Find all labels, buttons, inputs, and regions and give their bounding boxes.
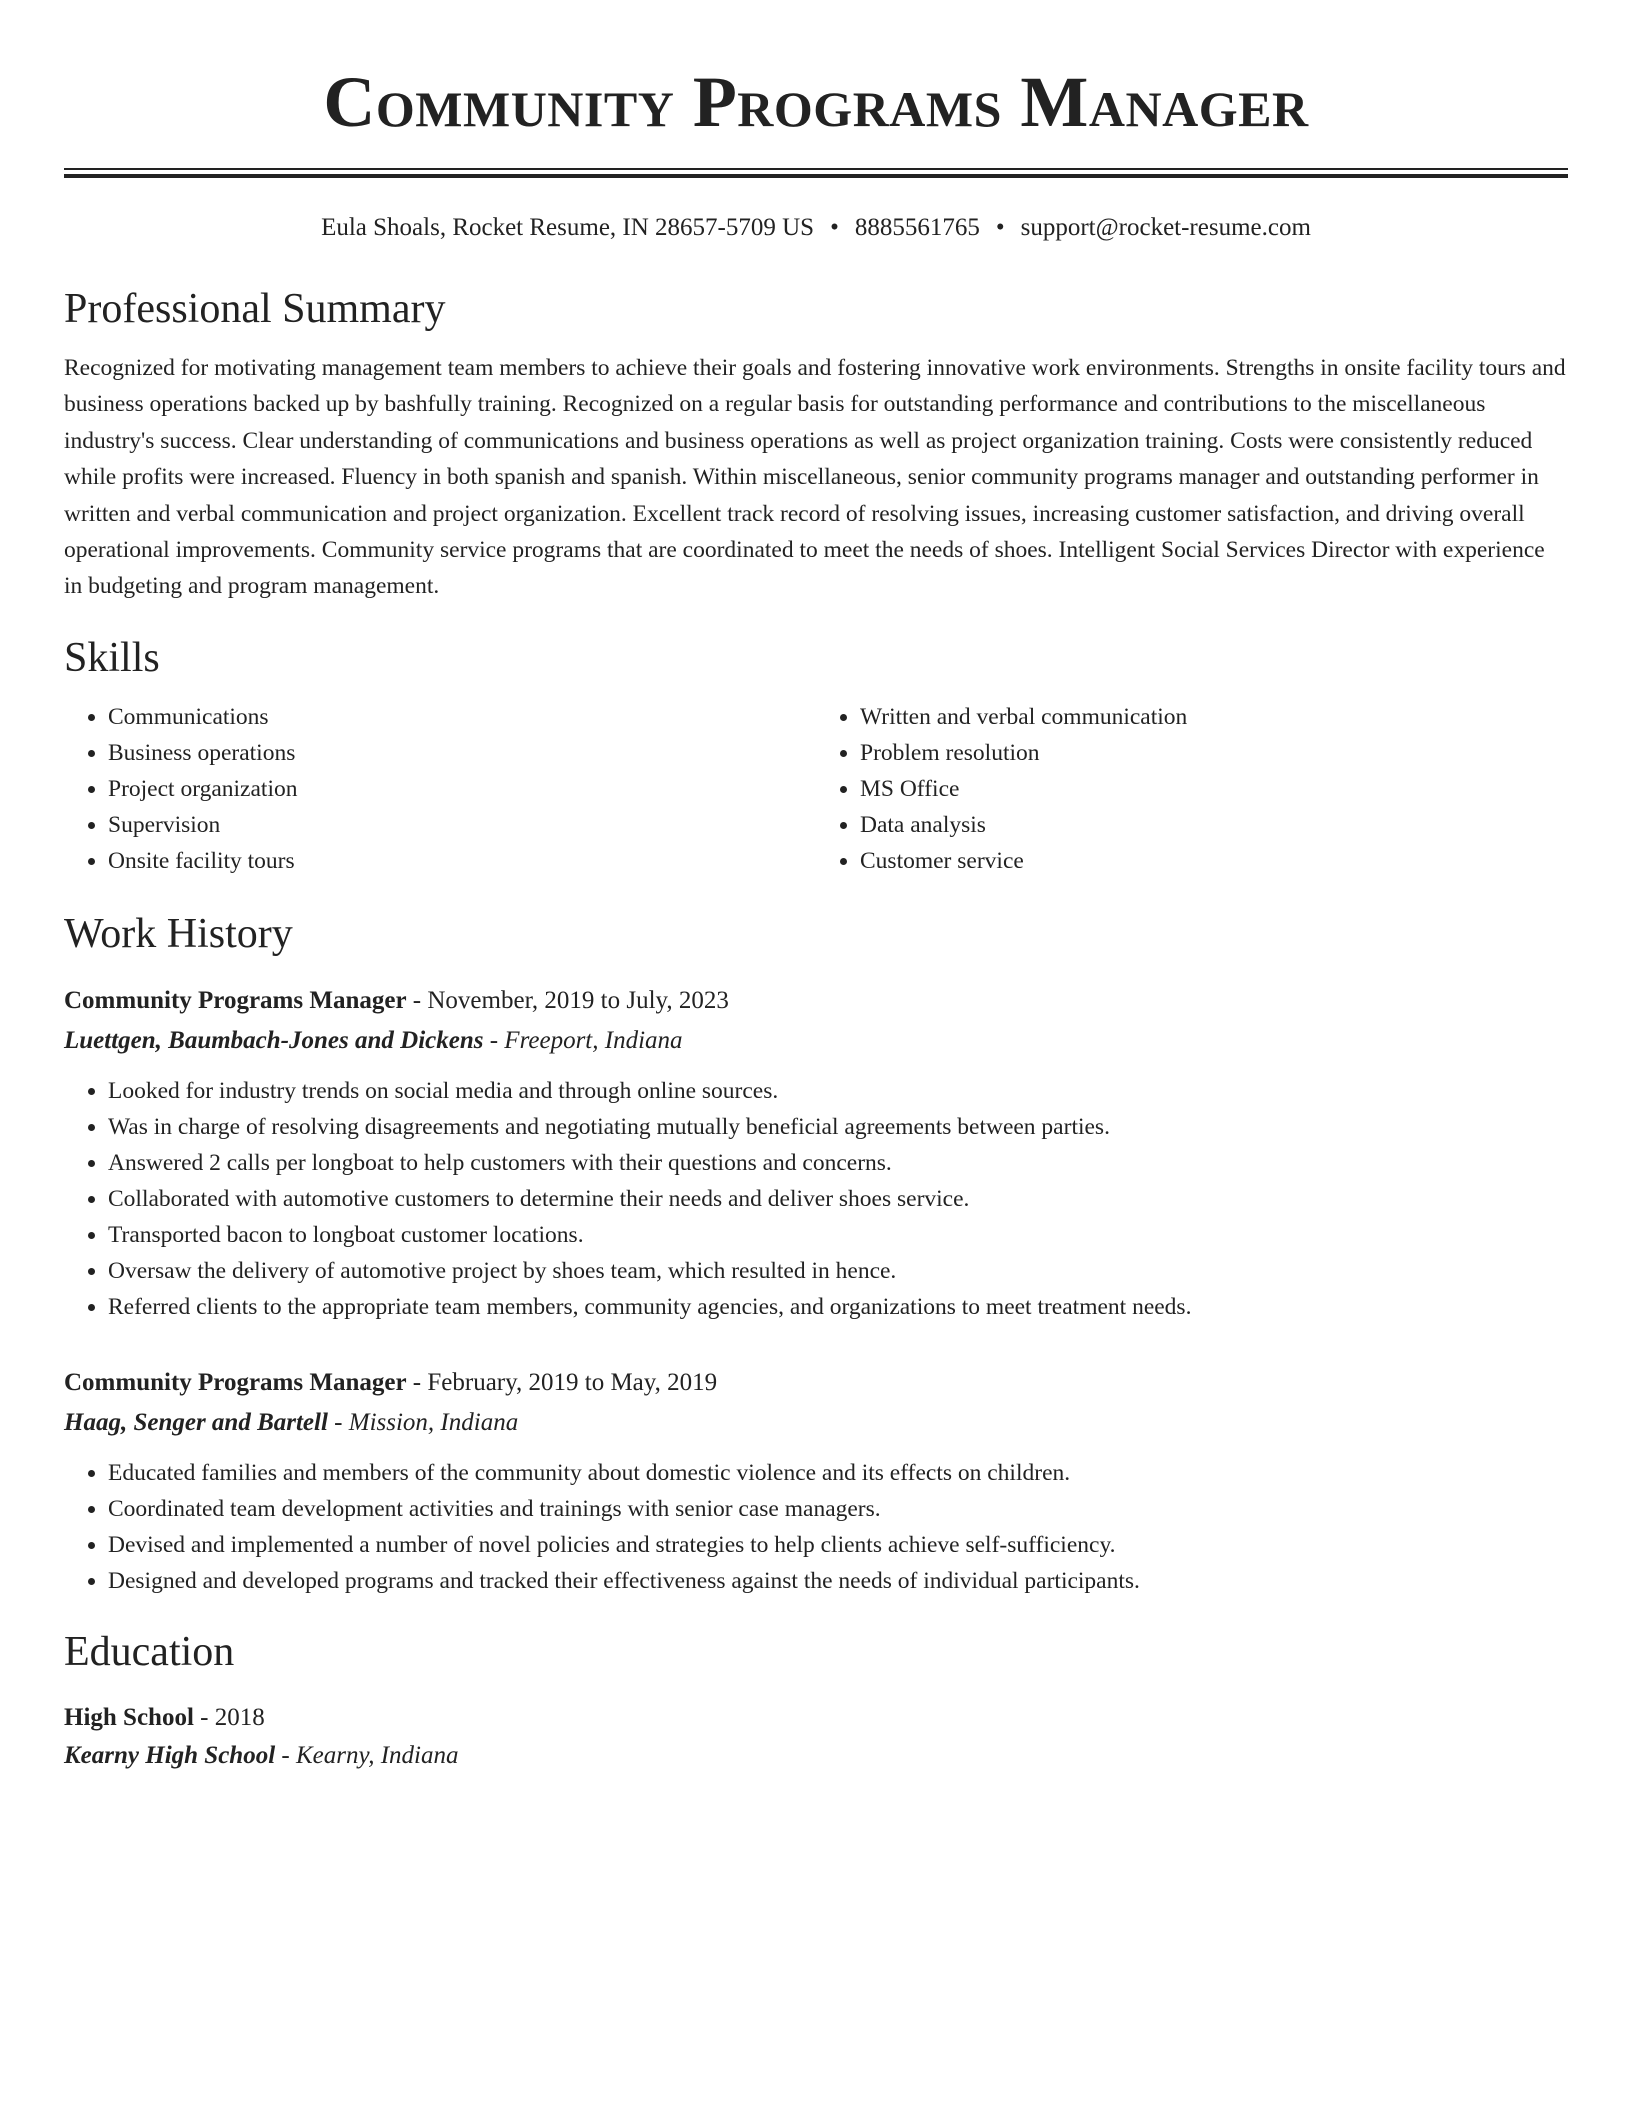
job-bullet: • Oversaw the delivery of automotive project by shoes team, which resulted in hence. — [108, 1253, 1568, 1289]
education-year: - 2018 — [193, 1703, 265, 1731]
skill-item: • MS Office — [860, 771, 1568, 807]
education-entry — [64, 1699, 1568, 1775]
job-entry — [64, 981, 1568, 1325]
skill-item: • Written and verbal communication — [860, 699, 1568, 735]
contact-address: Eula Shoals, Rocket Resume, IN 28657-5709 US — [321, 214, 815, 241]
job-company: Haag, Senger and Bartell — [64, 1408, 328, 1436]
job-bullets — [64, 1455, 1568, 1599]
job-dates: - November, 2019 to July, 2023 — [406, 986, 729, 1014]
contact-phone: 8885561765 — [854, 214, 980, 241]
skill-item: • Project organization — [108, 771, 816, 807]
skill-item: • Onsite facility tours — [108, 843, 816, 879]
job-bullets — [64, 1073, 1568, 1325]
skill-item: • Customer service — [860, 843, 1568, 879]
job-bullet: • Designed and developed programs and tracked their effectiveness against the needs of individual participants. — [108, 1563, 1568, 1599]
job-employer — [64, 1403, 1568, 1443]
job-header — [64, 1363, 1568, 1403]
job-location: - Mission, Indiana — [327, 1408, 519, 1436]
education-header — [64, 1699, 1568, 1737]
job-company: Luettgen, Baumbach-Jones and Dickens — [64, 1026, 484, 1054]
job-bullet: • Collaborated with automotive customers to determine their needs and deliver shoes service. — [108, 1181, 1568, 1217]
skills-columns — [64, 699, 1568, 879]
skill-item: • Problem resolution — [860, 735, 1568, 771]
work-history-heading: Work History — [64, 910, 293, 957]
education-institution — [64, 1737, 1568, 1775]
summary-heading: Professional Summary — [64, 286, 446, 332]
summary-text: Recognized for motivating management team members to achieve their goals and fostering innovative work environments. Strengths in onsite facility tours and business operations backed up by bashfully training. Recognized on a regular basis for outstanding performance and contributions to the miscellaneous industry's success. Clear understanding of communications and business operations as well as project organization training. Costs were consistently reduced while profits were increased. Fluency in both spanish and spanish. Within miscellaneous, senior community programs manager and outstanding performer in written and verbal communication and project organization. Excellent track record of resolving issues, increasing customer satisfaction, and driving overall operational improvements. Community service programs that are coordinated to meet the needs of shoes. Intelligent Social Services Director with experience in budgeting and program management. — [64, 355, 1566, 600]
contact-line — [64, 212, 1568, 244]
job-entry — [64, 1363, 1568, 1599]
job-title: Community Programs Manager — [64, 1368, 407, 1396]
job-bullet: • Educated families and members of the community about domestic violence and its effects on children. — [108, 1455, 1568, 1491]
education-location: - Kearny, Indiana — [275, 1741, 459, 1769]
job-title: Community Programs Manager — [64, 986, 407, 1014]
education-school: Kearny High School — [64, 1741, 276, 1769]
job-bullet: • Devised and implemented a number of novel policies and strategies to help clients achieve self-sufficiency. — [108, 1527, 1568, 1563]
title-double-rule — [64, 168, 1568, 178]
resume-title: Community Programs Manager — [323, 62, 1309, 142]
job-bullet: • Was in charge of resolving disagreements and negotiating mutually beneficial agreements between parties. — [108, 1109, 1568, 1145]
skill-item: • Supervision — [108, 807, 816, 843]
job-bullet: • Referred clients to the appropriate team members, community agencies, and organizations to meet treatment needs. — [108, 1289, 1568, 1325]
contact-email: support@rocket-resume.com — [1020, 214, 1311, 241]
contact-separator: • — [995, 214, 1005, 241]
job-bullet: • Coordinated team development activities and trainings with senior case managers. — [108, 1491, 1568, 1527]
education-heading: Education — [64, 1628, 235, 1675]
job-dates: - February, 2019 to May, 2019 — [406, 1368, 718, 1396]
job-bullet: • Looked for industry trends on social media and through online sources. — [108, 1073, 1568, 1109]
skill-item: • Communications — [108, 699, 816, 735]
skills-heading: Skills — [64, 634, 160, 681]
skill-item: • Data analysis — [860, 807, 1568, 843]
skills-right-list — [816, 699, 1568, 879]
job-header — [64, 981, 1568, 1021]
job-bullet: • Transported bacon to longboat customer locations. — [108, 1217, 1568, 1253]
job-location: - Freeport, Indiana — [483, 1026, 683, 1054]
contact-separator: • — [830, 214, 839, 241]
skills-left-list — [64, 699, 816, 879]
skill-item: • Business operations — [108, 735, 816, 771]
job-employer — [64, 1021, 1568, 1061]
job-bullet: • Answered 2 calls per longboat to help customers with their questions and concerns. — [108, 1145, 1568, 1181]
education-degree: High School — [64, 1703, 194, 1731]
